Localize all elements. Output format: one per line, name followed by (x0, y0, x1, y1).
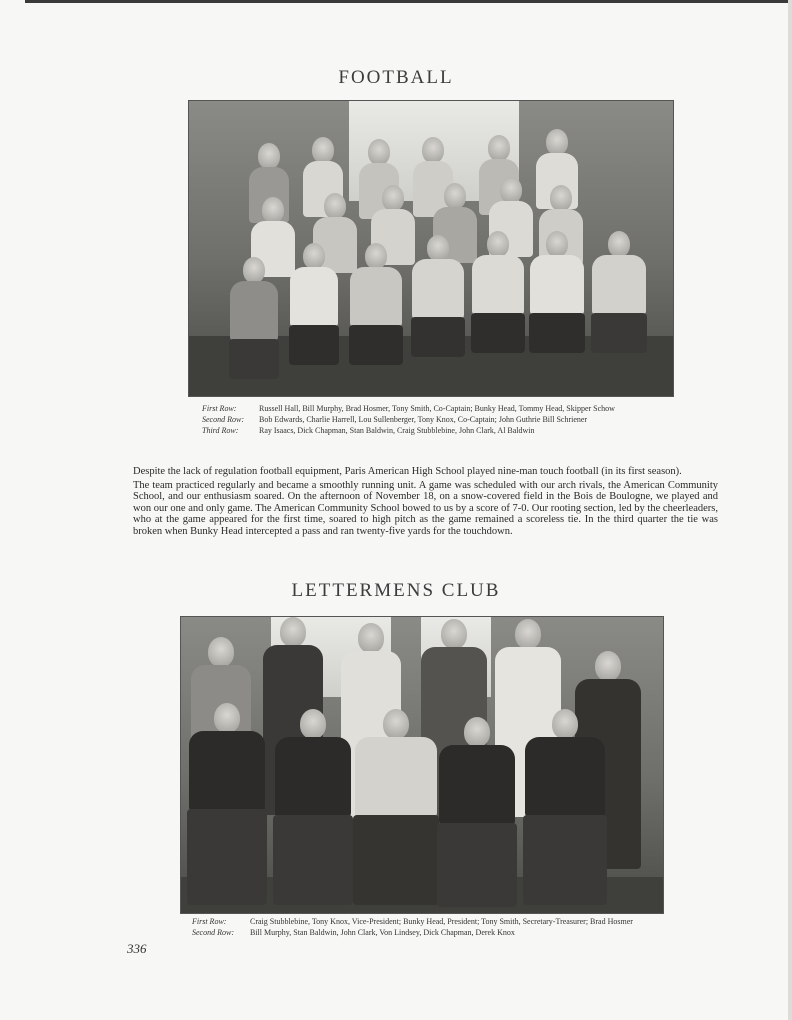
caption-row (202, 426, 662, 436)
player (529, 231, 585, 355)
member (353, 709, 439, 909)
player (591, 231, 647, 355)
member (437, 717, 517, 911)
caption-row (192, 928, 662, 938)
lettermens-title: LETTERMENS CLUB (291, 580, 501, 601)
football-title: FOOTBALL (338, 67, 454, 88)
caption-row-names: Bill Murphy, Stan Baldwin, John Clark, Von Lindsey, Dick Chapman, Derek Knox (250, 928, 515, 937)
article-paragraph: Despite the lack of regulation football equipment, Paris American High School played nine-man touch football (in its first season). (133, 466, 682, 477)
caption-row-names: Bob Edwards, Charlie Harrell, Lou Sullenberger, Tony Knox, Co-Captain; John Guthrie Bill Schriener (259, 415, 588, 424)
player (349, 243, 403, 367)
player (289, 243, 339, 367)
top-rule (25, 0, 790, 3)
caption-row-label: Second Row: (202, 415, 244, 424)
football-team-photo (188, 100, 674, 397)
caption-row-label: Second Row: (192, 928, 234, 937)
caption-row (192, 917, 662, 927)
member (187, 703, 267, 909)
football-caption (202, 404, 662, 437)
lettermens-caption (192, 917, 662, 939)
lettermens-club-photo (180, 616, 664, 914)
page-number: 336 (127, 941, 147, 956)
caption-row-label: Third Row: (202, 426, 239, 435)
player (411, 235, 465, 359)
caption-row-label: First Row: (192, 917, 227, 926)
player (229, 257, 279, 381)
caption-row-names: Craig Stubblebine, Tony Knox, Vice-President; Bunky Head, President; Tony Smith, Secretary-Treasurer; Brad Hosmer (250, 917, 633, 926)
football-article (133, 466, 718, 539)
member (523, 709, 607, 909)
page-edge (788, 0, 792, 1020)
caption-row-label: First Row: (202, 404, 237, 413)
caption-row (202, 415, 662, 425)
caption-row (202, 404, 662, 414)
caption-row-names: Russell Hall, Bill Murphy, Brad Hosmer, Tony Smith, Co-Captain; Bunky Head, Tommy Head, Skipper Schow (259, 404, 615, 413)
member (273, 709, 353, 909)
caption-row-names: Ray Isaacs, Dick Chapman, Stan Baldwin, Craig Stubblebine, John Clark, Al Baldwin (259, 426, 535, 435)
article-paragraph: The team practiced regularly and became a smoothly running unit. A game was scheduled with our arch rivals, the American Community School, and our enthusiasm soared. On the afternoon of November 18, on a snow-covered field in the Bois de Boulogne, we played and won our one and only game. The American Community School bowed to us by a score of 7-0. Our rooting section, led by the cheerleaders, who at the game appeared for the first time, soared to high pitch as the game remained a scoreless tie. In the third quarter the tie was broken when Bunky Head intercepted a pass and ran twenty-five yards for the touchdown. (133, 479, 718, 537)
player (471, 231, 525, 355)
